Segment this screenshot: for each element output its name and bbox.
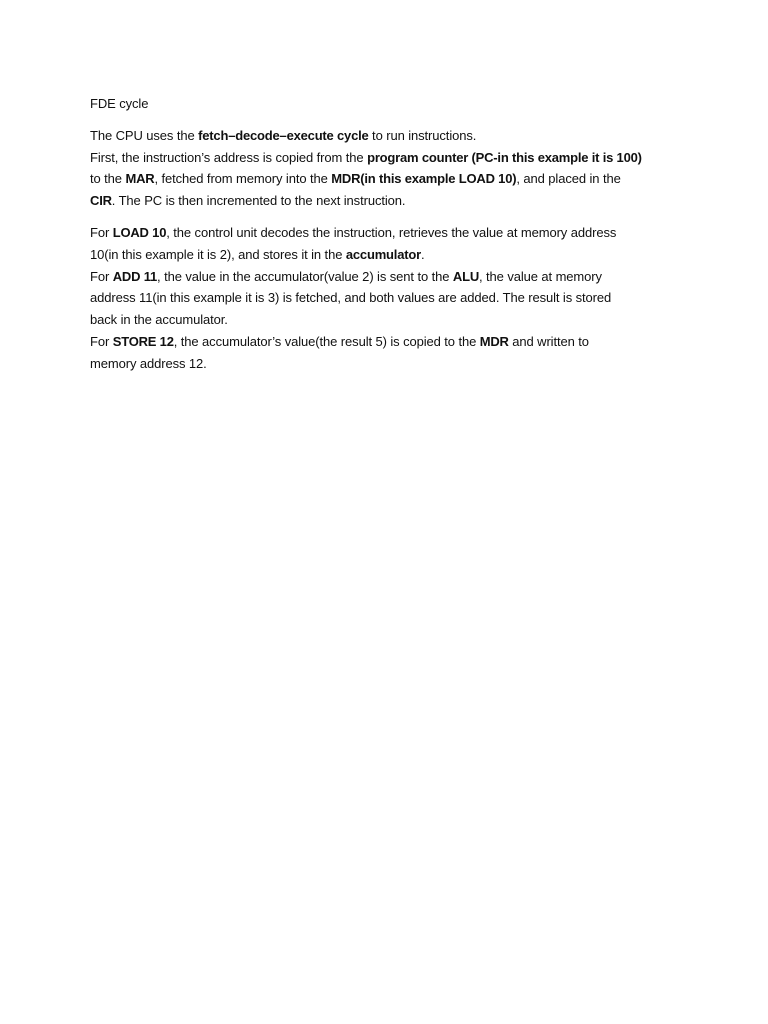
bold-term: MDR(in this example LOAD 10) [331,171,517,187]
text-line [90,147,690,169]
text-run: to run instructions. [368,127,477,143]
text-run: The CPU uses the [90,127,199,143]
text-run: address 11(in this example it is 3) is fetched, and both values are added. The result is stored [90,290,612,306]
document-body [90,93,690,375]
text-run: 10(in this example it is 2), and stores it in the [90,246,346,262]
text-run: to the [90,171,126,187]
paragraph-decode-execute [90,222,690,375]
text-run: . [420,246,425,262]
text-run: back in the accumulator. [90,312,228,328]
text-run: . The PC is then incremented to the next instruction. [111,193,406,209]
text-line [90,353,690,375]
text-line [90,168,690,190]
document-heading [90,93,690,115]
text-run: For [90,333,113,349]
text-line [90,331,690,353]
bold-term: MDR [479,333,509,349]
text-line [90,287,690,309]
text-line [90,222,690,244]
bold-term: fetch–decode–execute cycle [198,127,369,143]
text-line [90,309,690,331]
bold-term: accumulator [345,246,421,262]
text-run: For [90,268,113,284]
bold-term: ADD 11 [112,268,158,284]
text-line [90,244,690,266]
bold-term: STORE 12 [112,333,174,349]
text-line [90,190,690,212]
bold-term: MAR [125,171,155,187]
text-run: For [90,224,113,240]
bold-term: LOAD 10 [112,224,167,240]
bold-term: CIR [90,193,112,209]
text-run: First, the instruction’s address is copied from the [90,149,368,165]
text-run: , fetched from memory into the [154,171,332,187]
text-run: and written to [508,333,589,349]
paragraph-fetch [90,125,690,212]
text-run: , the value in the accumulator(value 2) is sent to the [157,268,453,284]
bold-term: ALU [452,268,480,284]
text-run: , and placed in the [516,171,621,187]
text-run: memory address 12. [90,355,207,371]
bold-term: program counter (PC-in this example it is 100) [367,149,642,165]
text-line [90,125,690,147]
heading-text: FDE cycle [90,96,149,111]
text-line [90,266,690,288]
text-run: , the control unit decodes the instruction, retrieves the value at memory address [166,224,617,240]
text-run: , the value at memory [479,268,602,284]
text-run: , the accumulator’s value(the result 5) is copied to the [173,333,480,349]
